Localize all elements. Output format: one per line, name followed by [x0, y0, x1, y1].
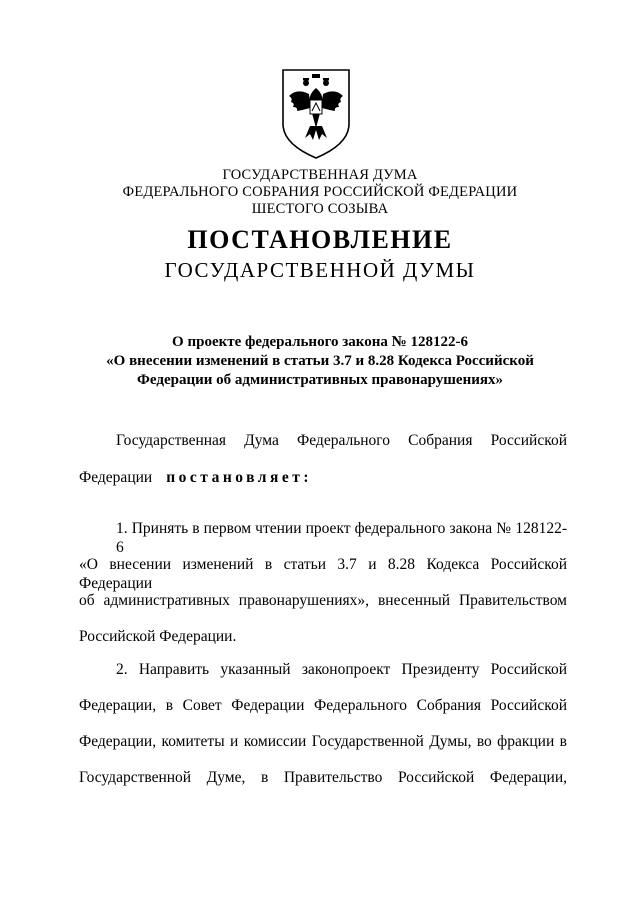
para1-line-2: «О внесении изменений в статьи 3.7 и 8.28 Кодекса Российской Федерации: [79, 556, 567, 592]
preamble-word: Федерации: [79, 469, 153, 486]
header-line-3: ШЕСТОГО СОЗЫВА: [251, 201, 389, 217]
subject-line-3: Федерации об административных правонарушениях»: [137, 372, 503, 388]
preamble-line-1: Государственная Дума Федерального Собрания Российской: [116, 432, 567, 449]
para2-line-2: Федерации, в Совет Федерации Федерального Собрания Российской: [79, 697, 567, 714]
para2-line-1: 2. Направить указанный законопроект Президенту Российской: [116, 661, 567, 678]
subject-line-2: «О внесении изменений в статьи 3.7 и 8.28 Кодекса Российской: [106, 353, 534, 369]
subject-line-1: О проекте федерального закона № 128122-6: [172, 334, 468, 350]
para2-line-4: Государственной Думе, в Правительство Российской Федерации,: [79, 769, 567, 786]
para2-line-3: Федерации, комитеты и комиссии Государственной Думы, во фракции в: [79, 733, 567, 750]
para1-line-1: 1. Принять в первом чтении проект федерального закона № 128122-6: [116, 520, 567, 556]
document-title: ПОСТАНОВЛЕНИЕ: [187, 225, 453, 254]
decree-verb: постановляет:: [166, 469, 313, 486]
para1-line-3: об административных правонарушениях», внесенный Правительством: [79, 592, 567, 609]
preamble-line-2: [79, 468, 567, 487]
coat-of-arms-emblem: [279, 66, 353, 160]
document-subtitle: ГОСУДАРСТВЕННОЙ ДУМЫ: [164, 258, 476, 282]
header-line-1: ГОСУДАРСТВЕННАЯ ДУМА: [222, 167, 418, 183]
header-line-2: ФЕДЕРАЛЬНОГО СОБРАНИЯ РОССИЙСКОЙ ФЕДЕРАЦИИ: [122, 184, 518, 200]
para1-line-4: Российской Федерации.: [79, 628, 237, 645]
document-subject: [60, 333, 580, 390]
